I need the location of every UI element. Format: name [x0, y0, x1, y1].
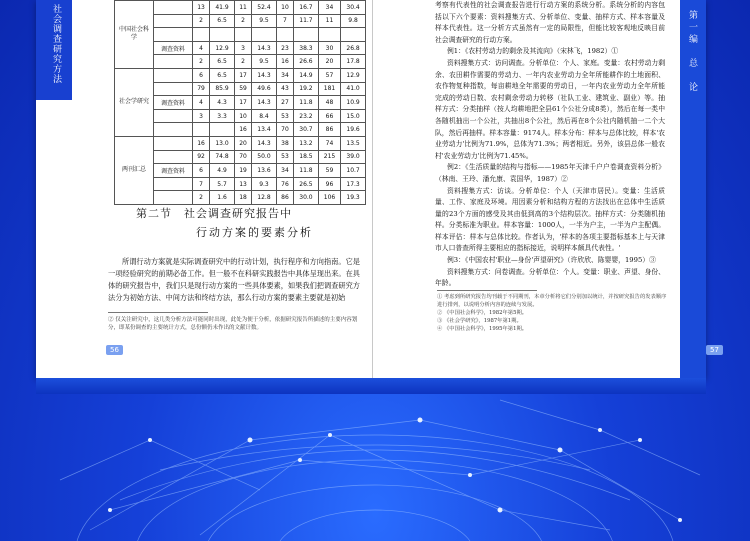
table-cell: 3 — [193, 109, 210, 123]
table-cell: 6 — [193, 68, 210, 82]
table-cell: 30.7 — [294, 123, 319, 137]
table-method-cell — [154, 14, 193, 28]
page-number-right: 57 — [706, 345, 723, 355]
table-cell: 79 — [193, 82, 210, 96]
table-method-cell — [154, 1, 193, 15]
table-cell: 30.0 — [294, 191, 319, 205]
table-cell: 10 — [234, 109, 251, 123]
table-cell — [276, 28, 293, 42]
table-cell: 15.0 — [341, 109, 366, 123]
table-group-label: 中国社会科学 — [115, 1, 154, 69]
example-1-body: 资料搜集方式：访问调查。分析单位：个人、家庭。变量：农村劳动力剩余、农田耕作需要的劳动力、一年内农业劳动力全年所能耕作的土地面积、农作物复种指数，每亩耕地全年需要的劳动日，一年内农业劳动力全年所能完成的劳动日数、农村剩余劳动力转移（社队工业、建筑业、副业）等。抽样方式：分类抽样（按人均耕地把全县61个公社分成8类），然后在每一类中各随机抽出一个公社，共抽出8个公社，然后再在8个公社内随机抽一二个大队，然后再抽样。样本容量：9174人。样本分布：样本与总体比较，样本'农业劳动力'比例为71.9%，总体为71.3%；两者相近。另外，该县总体一般农村'农业劳动力'比例为71.45%。 — [435, 58, 665, 160]
table-cell: 20 — [234, 136, 251, 150]
chapter-label: 第一编 总 论 — [687, 10, 697, 94]
table-cell: 53 — [276, 150, 293, 164]
table-cell — [210, 123, 235, 137]
table-cell: 13 — [193, 1, 210, 15]
table-cell — [193, 123, 210, 137]
right-page — [373, 0, 719, 378]
table-cell: 2 — [193, 191, 210, 205]
table-cell: 74 — [318, 136, 340, 150]
table-method-cell — [154, 150, 193, 164]
table-cell: 52.4 — [252, 1, 277, 15]
table-cell: 34 — [318, 1, 340, 15]
left-page — [36, 0, 373, 378]
table-cell: 92 — [193, 150, 210, 164]
table-cell: 5.7 — [210, 177, 235, 191]
table-cell — [294, 28, 319, 42]
table-cell: 13 — [234, 177, 251, 191]
table-cell: 19 — [234, 164, 251, 178]
table-cell: 66 — [318, 109, 340, 123]
table-cell: 70 — [234, 150, 251, 164]
table-method-cell — [154, 109, 193, 123]
table-row — [115, 1, 366, 15]
table-cell: 2 — [234, 14, 251, 28]
table-cell: 6.5 — [210, 55, 235, 69]
table-cell: 2 — [234, 55, 251, 69]
table-cell: 16 — [193, 136, 210, 150]
table-cell: 48 — [318, 96, 340, 110]
table-cell: 17 — [234, 68, 251, 82]
table-cell: 38 — [276, 136, 293, 150]
table-cell: 4 — [193, 96, 210, 110]
table-row — [115, 68, 366, 82]
right-body-text — [435, 0, 665, 290]
table-cell: 30 — [318, 41, 340, 55]
table-cell: 4 — [193, 41, 210, 55]
table-cell: 19.3 — [341, 191, 366, 205]
table-cell: 14.3 — [252, 41, 277, 55]
table-cell: 23 — [276, 41, 293, 55]
body-paragraph: 所谓行动方案就是实际调查研究中的行动计划，执行程序和方向指南。它是一项经验研究的前期必备工作。但一般不在科研实践报告中具体呈现出来。在具体的研究报告中，我们只是现行动方案的一些具体要素，如果我们把调查研究方法分为初始方法、中间方法和终结方法，那么行动方案的要素主要就是初始 — [108, 257, 360, 302]
table-cell: 13.6 — [252, 164, 277, 178]
table-method-cell — [154, 68, 193, 82]
table-cell: 12.9 — [210, 41, 235, 55]
table-cell — [318, 28, 340, 42]
table-cell: 4.3 — [210, 96, 235, 110]
table-method-cell — [154, 136, 193, 150]
footnotes — [437, 293, 667, 333]
table-cell: 11.8 — [294, 164, 319, 178]
section-subheading: 行动方案的要素分析 — [196, 226, 313, 239]
table-method-cell: 调查资料 — [154, 164, 193, 178]
table-cell: 39.0 — [341, 150, 366, 164]
table-cell: 11 — [318, 14, 340, 28]
table-cell: 9.8 — [341, 14, 366, 28]
table-cell: 19.2 — [294, 82, 319, 96]
table-cell: 59 — [318, 164, 340, 178]
table-cell: 85.9 — [210, 82, 235, 96]
table-cell — [193, 28, 210, 42]
table-cell: 13.4 — [252, 123, 277, 137]
table-cell: 6.5 — [210, 14, 235, 28]
table-cell: 96 — [318, 177, 340, 191]
table-cell: 74.8 — [210, 150, 235, 164]
table-cell: 76 — [276, 177, 293, 191]
table-cell: 23.2 — [294, 109, 319, 123]
table-cell: 7 — [276, 14, 293, 28]
table-cell: 16.7 — [294, 1, 319, 15]
table-method-cell — [154, 28, 193, 42]
section-heading: 第二节 社会调查研究报告中 — [136, 207, 292, 220]
table-cell: 17 — [234, 96, 251, 110]
example-1-title: 例1：《农村劳动力的剩余及其流向》（宋林飞，1982）① — [447, 47, 619, 56]
table-cell: 16 — [276, 55, 293, 69]
footnote: ② 仅关注研究中，这几类分析方法可能同时出现，此处为便于分析，依据研究报告所描述的主要内容划分，即某份调查的主要统计方式，总份额仍未作出的文献计数。 — [108, 317, 358, 331]
table-cell: 59 — [234, 82, 251, 96]
table-cell: 3.3 — [210, 109, 235, 123]
table-cell: 18.5 — [294, 150, 319, 164]
table-cell: 34 — [276, 68, 293, 82]
table-cell: 14.3 — [252, 96, 277, 110]
table-cell — [210, 28, 235, 42]
network-globe-graphic — [0, 380, 750, 541]
table-cell: 57 — [318, 68, 340, 82]
table-cell: 9.5 — [252, 14, 277, 28]
example-3-body: 资料搜集方式：问卷调查。分析单位：个人。变量：职业、声望、身份、年龄。 — [435, 267, 665, 288]
page-number-left: 56 — [106, 345, 123, 355]
table-cell: 14.3 — [252, 68, 277, 82]
table-cell: 14.9 — [294, 68, 319, 82]
table-cell: 11 — [234, 1, 251, 15]
table-cell: 2 — [193, 55, 210, 69]
table-cell: 86 — [318, 123, 340, 137]
table-cell: 17.3 — [341, 177, 366, 191]
table-cell: 41.9 — [210, 1, 235, 15]
table-cell: 4.9 — [210, 164, 235, 178]
table-cell: 3 — [234, 41, 251, 55]
table-cell: 7 — [193, 177, 210, 191]
table-cell: 49.6 — [252, 82, 277, 96]
table-cell: 20 — [318, 55, 340, 69]
footnote: ③ 《社会学研究》，1987年第1期。 — [437, 318, 522, 324]
table-group-label: 社会学研究 — [115, 68, 154, 136]
table-cell: 106 — [318, 191, 340, 205]
table-cell: 11.8 — [294, 96, 319, 110]
table-cell: 26.6 — [294, 55, 319, 69]
footnote: ② 《中国社会科学》，1982年第5期。 — [437, 310, 528, 316]
table-cell: 2 — [193, 14, 210, 28]
table-cell — [341, 28, 366, 42]
table-cell: 43 — [276, 82, 293, 96]
table-cell: 13.5 — [341, 136, 366, 150]
table-cell: 215 — [318, 150, 340, 164]
left-spine-tab — [36, 0, 72, 100]
table-cell: 9.5 — [252, 55, 277, 69]
table-cell: 50.0 — [252, 150, 277, 164]
table-cell: 13.2 — [294, 136, 319, 150]
table-cell: 16 — [234, 123, 251, 137]
table-method-cell — [154, 55, 193, 69]
table-cell: 11.7 — [294, 14, 319, 28]
table-cell: 17.8 — [341, 55, 366, 69]
table-method-cell — [154, 191, 193, 205]
table-cell — [252, 28, 277, 42]
example-2-title: 例2：《生活质量的结构与指标——1985年天津千户户卷调查资料分析》（林南、王玲、潘允康、袁国华，1987）② — [435, 163, 665, 183]
table-cell: 9.3 — [252, 177, 277, 191]
statistics-table — [114, 0, 366, 205]
table-cell: 13.0 — [210, 136, 235, 150]
table-cell: 12.9 — [341, 68, 366, 82]
table-cell: 181 — [318, 82, 340, 96]
table-cell — [234, 28, 251, 42]
table-cell: 12.8 — [252, 191, 277, 205]
table-row — [115, 136, 366, 150]
open-book — [36, 0, 719, 378]
table-cell: 70 — [276, 123, 293, 137]
table-cell: 53 — [276, 109, 293, 123]
example-2-body: 资料搜集方式：访谈。分析单位：个人（天津市居民）。变量：生活质量、工作、家庭及环境。用因素分析和结构方程的方法找出在总体中生活质量的23个方面的感受及其由低到高的3个结构层次。抽样方式：分类随机抽样。分类标准为职业。样本容量：1000人，一半为户主，一半为户主配偶。样本评估：样本与总体比较。作者认为，'样本的各项主要指标基本上与天津市人口普查所得主要相应的指标接近，说明样本颇具代表性。' — [435, 186, 665, 253]
table-cell: 10.7 — [341, 164, 366, 178]
table-cell: 10.9 — [341, 96, 366, 110]
table-cell: 10 — [276, 1, 293, 15]
footnote-rule — [437, 290, 537, 291]
footnote: ④ 《中国社会科学》，1995年第1期。 — [437, 326, 528, 332]
footnote: ① 考虑到所研究报告均刊载于不同期刊，本章分析将它们分别加以统计，并按研究报告的发表顺序进行排列，以说明分析内容的连续与发展。 — [437, 294, 667, 308]
table-cell: 41.0 — [341, 82, 366, 96]
table-cell: 26.5 — [294, 177, 319, 191]
table-cell: 18 — [234, 191, 251, 205]
table-group-label: 两刊汇总 — [115, 136, 154, 204]
table-cell: 8.4 — [252, 109, 277, 123]
table-cell: 86 — [276, 191, 293, 205]
table-cell: 27 — [276, 96, 293, 110]
table-cell: 30.4 — [341, 1, 366, 15]
table-cell: 1.6 — [210, 191, 235, 205]
table-method-cell — [154, 177, 193, 191]
table-method-cell — [154, 123, 193, 137]
table-method-cell: 调查资料 — [154, 96, 193, 110]
footnote-rule — [108, 312, 208, 313]
intro-paragraph: 考察有代表性的社会调查报告进行行动方案的系统分析。系统分析的内容包括以下六个要素：资料搜集方式、分析单位、变量、抽样方式、样本容量及样本代表性。这一分析方式虽然有一定的局限性，但能比较客观地反映目前社会调查研究的行动方案。 — [435, 1, 665, 44]
running-title: 社会调查研究方法 — [51, 4, 61, 84]
table-method-cell: 调查资料 — [154, 41, 193, 55]
table-cell: 14.3 — [252, 136, 277, 150]
table-cell: 34 — [276, 164, 293, 178]
table-cell: 6 — [193, 164, 210, 178]
example-3-title: 例3：《中国农村'职业—身份'声望研究》（许欣欣、陈婴婴，1995）③ — [447, 256, 656, 265]
table-cell: 26.8 — [341, 41, 366, 55]
table-cell: 38.3 — [294, 41, 319, 55]
right-frame-tab — [680, 0, 706, 378]
table-cell: 19.6 — [341, 123, 366, 137]
table-method-cell — [154, 82, 193, 96]
table-cell: 6.5 — [210, 68, 235, 82]
